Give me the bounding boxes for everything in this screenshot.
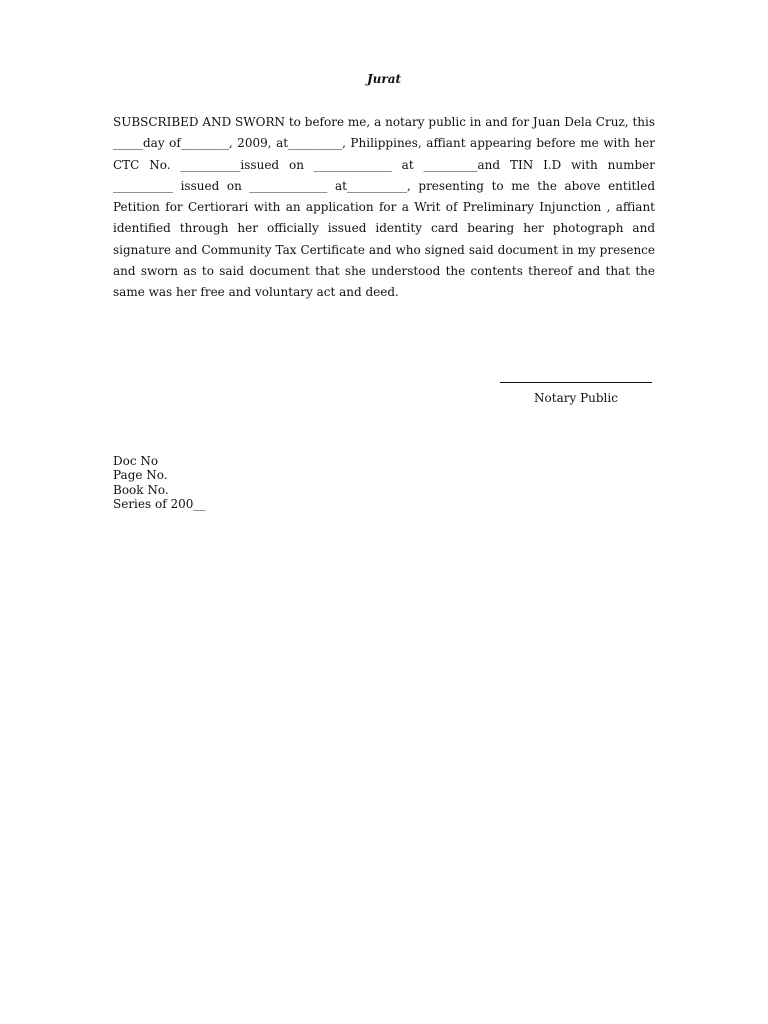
signature-block [500,372,652,405]
record-book-no: Book No. [113,482,169,497]
document-title: Jurat [366,72,402,86]
record-page-no: Page No. [113,468,168,483]
record-series: Series of 200__ [113,496,206,511]
notarial-record-list [113,454,413,511]
jurat-body-paragraph: SUBSCRIBED AND SWORN to before me, a notary public in and for Juan Dela Cruz, this _____day of________, 2009, at_________, Philippines, affiant appearing before me with her CTC No. __________issued on _____________ at _________and TIN I.D with number __________ issued on _____________ at__________, presenting to me the above entitled Petition for Certiorari with an application for a Writ of Preliminary Injunction , affiant identified through her officially issued identity card bearing her photograph and signature and Community Tax Certificate and who signed said document in my presence and sworn as to said document that she understood the contents thereof and that the same was her free and voluntary act and deed. [113,115,655,300]
signature-label: Notary Public [534,391,618,405]
signature-line [500,382,652,383]
record-doc-no: Doc No [113,454,159,468]
